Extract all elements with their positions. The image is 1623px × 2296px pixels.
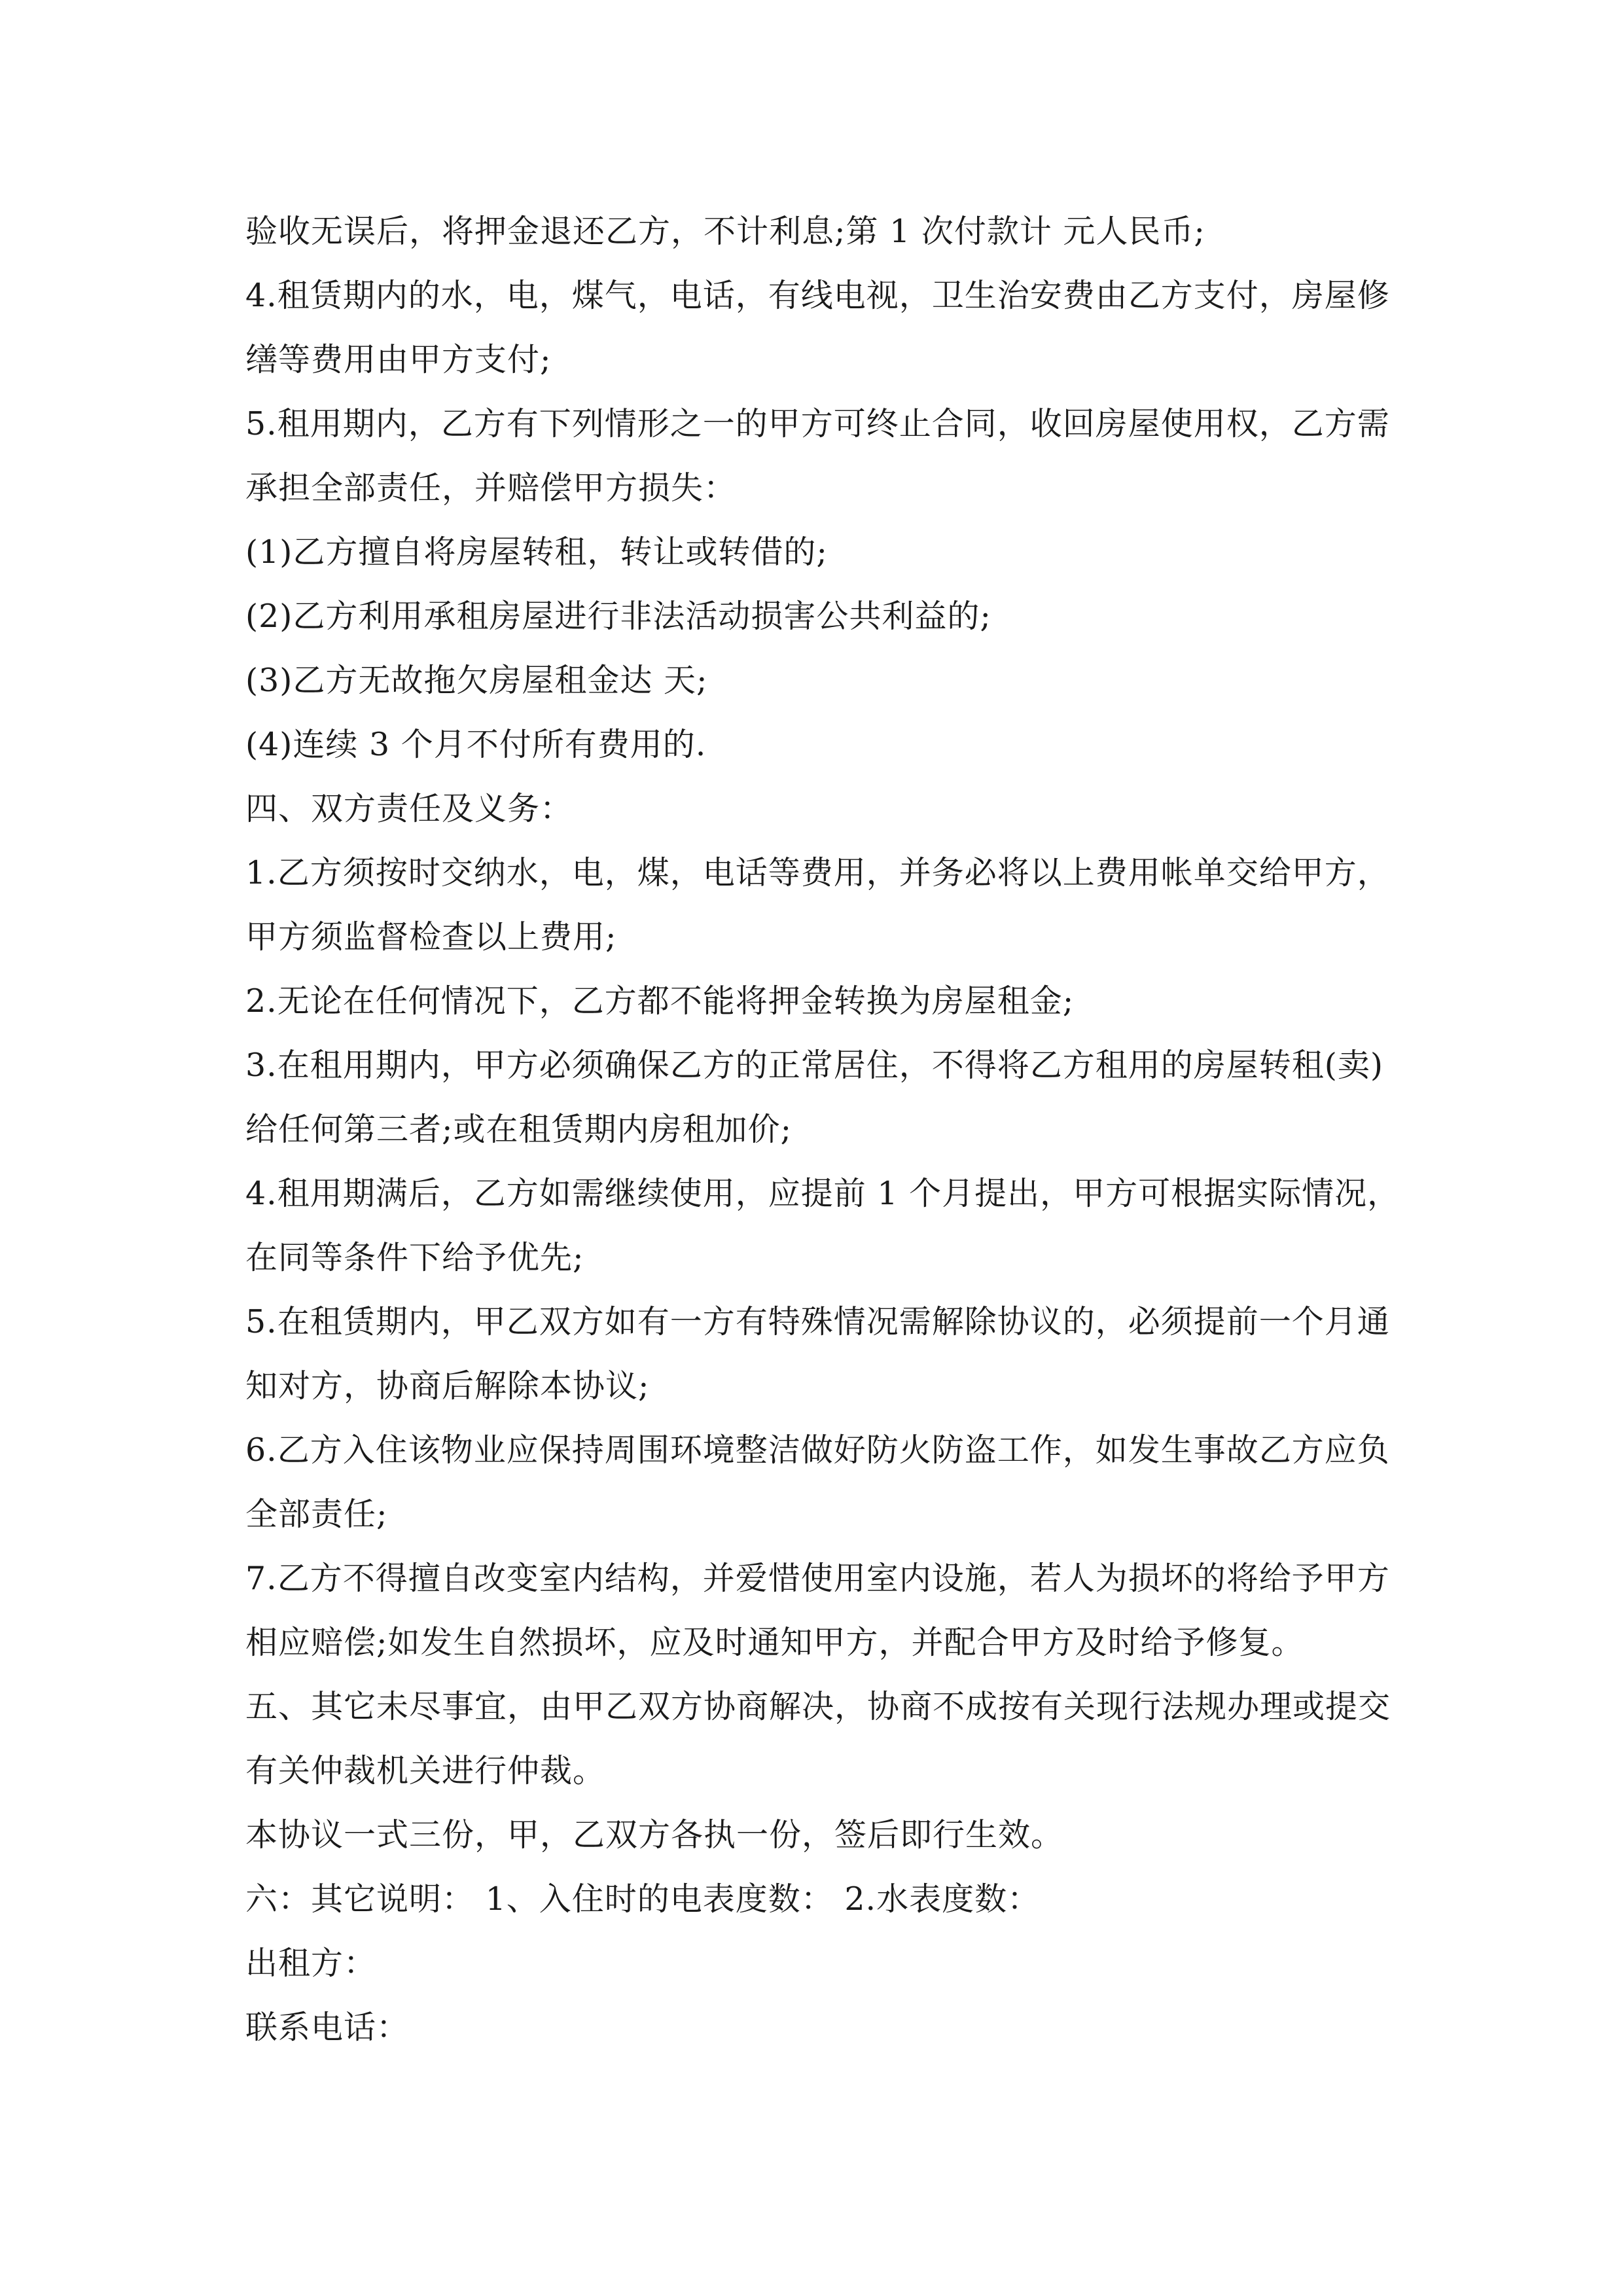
text-line: 3.在租用期内，甲方必须确保乙方的正常居住，不得将乙方租用的房屋转租(卖) xyxy=(245,1047,1383,1084)
text-line: (2)乙方利用承租房屋进行非法活动损害公共利益的; xyxy=(245,598,991,635)
text-line: 全部责任; xyxy=(245,1496,388,1533)
text-line: 相应赔偿;如发生自然损坏，应及时通知甲方，并配合甲方及时给予修复。 xyxy=(245,1624,1304,1661)
text-line: 1.乙方须按时交纳水，电，煤，电话等费用，并务必将以上费用帐单交给甲方， xyxy=(245,854,1390,891)
document-body xyxy=(245,200,1400,2060)
section-heading: 五、其它未尽事宜，由甲乙双方协商解决，协商不成按有关现行法规办理或提交 xyxy=(245,1688,1391,1725)
text-line: 给任何第三者;或在租赁期内房租加价; xyxy=(245,1111,793,1148)
signature-label-lessor: 出租方： xyxy=(245,1945,377,1982)
text-line: 5.在租赁期内，甲乙双方如有一方有特殊情况需解除协议的，必须提前一个月通 xyxy=(245,1303,1390,1340)
text-line: 甲方须监督检查以上费用; xyxy=(245,918,617,956)
text-line: (4)连续 3 个月不付所有费用的. xyxy=(245,726,707,763)
text-line: 承担全部责任，并赔偿甲方损失： xyxy=(245,469,737,507)
text-line: 本协议一式三份，甲，乙双方各执一份，签后即行生效。 xyxy=(245,1816,1064,1854)
contact-phone-label: 联系电话： xyxy=(245,2009,410,2046)
section-heading: 四、双方责任及义务： xyxy=(245,790,573,827)
text-line: 在同等条件下给予优先; xyxy=(245,1239,584,1276)
text-line: (3)乙方无故拖欠房屋租金达 天; xyxy=(245,662,708,699)
text-line: 4.租用期满后，乙方如需继续使用，应提前 1 个月提出，甲方可根据实际情况， xyxy=(245,1175,1400,1212)
text-line: 缮等费用由甲方支付; xyxy=(245,341,552,378)
text-line: 4.租赁期内的水，电，煤气，电话，有线电视，卫生治安费由乙方支付，房屋修 xyxy=(245,277,1390,314)
text-line: 知对方，协商后解除本协议; xyxy=(245,1367,650,1405)
text-line: 5.租用期内，乙方有下列情形之一的甲方可终止合同，收回房屋使用权，乙方需 xyxy=(245,405,1390,442)
text-line: 7.乙方不得擅自改变室内结构，并爱惜使用室内设施，若人为损坏的将给予甲方 xyxy=(245,1560,1390,1597)
section-heading: 六：其它说明： 1、入住时的电表度数： 2.水表度数： xyxy=(245,1880,1041,1918)
text-line: 6.乙方入住该物业应保持周围环境整洁做好防火防盗工作，如发生事故乙方应负 xyxy=(245,1431,1390,1469)
text-line: 验收无误后，将押金退还乙方，不计利息;第 1 次付款计 元人民币; xyxy=(245,213,1205,250)
text-line: (1)乙方擅自将房屋转租，转让或转借的; xyxy=(245,533,828,571)
text-line: 有关仲裁机关进行仲裁。 xyxy=(245,1752,606,1789)
text-line: 2.无论在任何情况下，乙方都不能将押金转换为房屋租金; xyxy=(245,982,1075,1020)
